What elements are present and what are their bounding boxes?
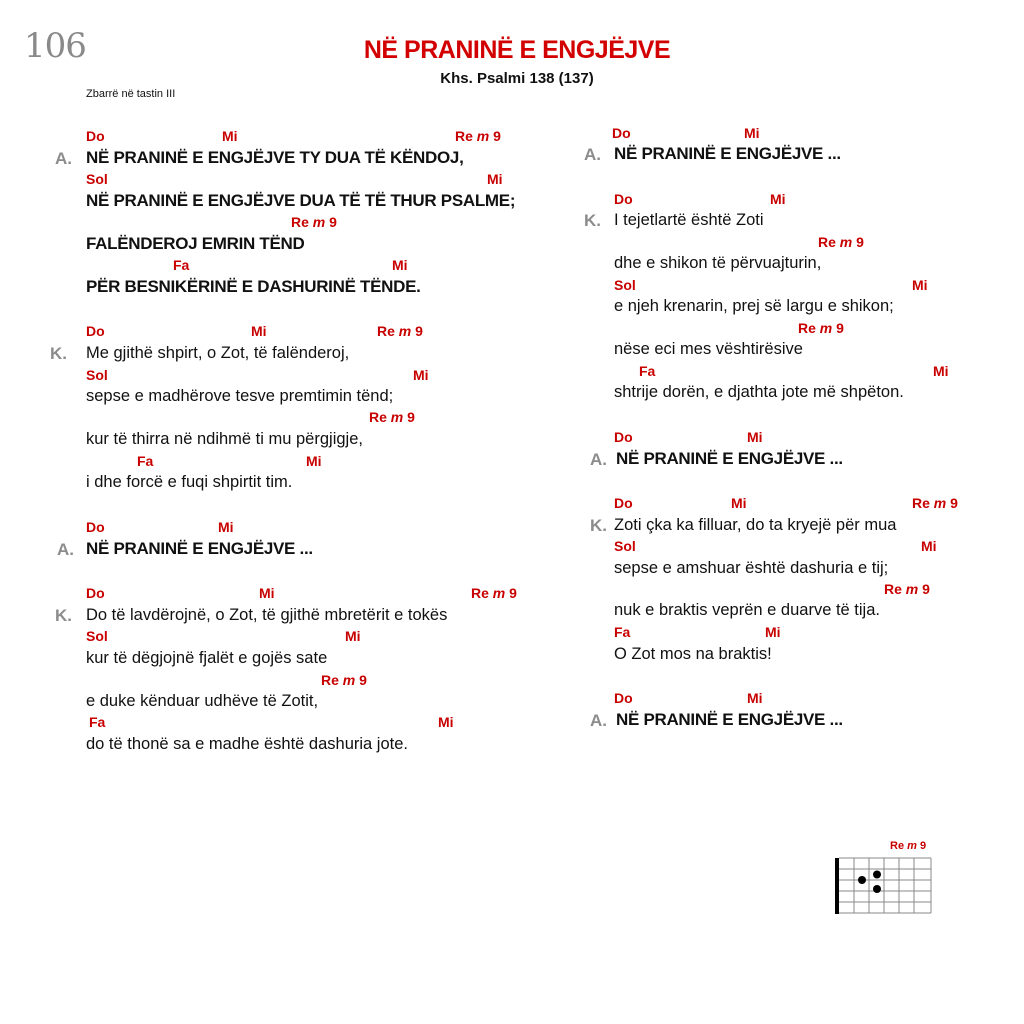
lyric-line: NË PRANINË E ENGJËJVE DUA TË TË THUR PSALME; — [86, 191, 516, 210]
chord-mi: Mi — [912, 277, 928, 293]
lyric-line: Do të lavdërojnë, o Zot, të gjithë mbretërit e tokës — [86, 606, 448, 624]
lyric-line: NË PRANINË E ENGJËJVE TY DUA TË KËNDOJ, — [86, 148, 464, 167]
chord-rem9: Re m 9 — [377, 323, 423, 339]
chord-rem9: Re m 9 — [884, 581, 930, 597]
label-k: K. — [55, 606, 72, 625]
page-number: 106 — [24, 26, 86, 66]
chord-mi: Mi — [731, 495, 747, 511]
chord-sol: Sol — [86, 367, 108, 383]
lyric-line: shtrije dorën, e djathta jote më shpëton. — [614, 383, 904, 401]
chord-diagram — [832, 838, 942, 918]
chord-mi: Mi — [251, 323, 267, 339]
label-a: A. — [57, 540, 74, 559]
lyric-line: NË PRANINË E ENGJËJVE ... — [86, 539, 313, 558]
chord-fa: Fa — [173, 257, 190, 273]
chord-rem9: Re m 9 — [321, 672, 367, 688]
lyric-line: Me gjithë shpirt, o Zot, të falënderoj, — [86, 344, 350, 362]
lyric-line: kur të thirra në ndihmë ti mu përgjigje, — [86, 430, 363, 448]
chord-mi: Mi — [765, 624, 781, 640]
chord-mi: Mi — [218, 519, 234, 535]
chord-mi: Mi — [747, 690, 763, 706]
frets — [839, 858, 931, 913]
chord-mi: Mi — [770, 191, 786, 207]
chord-sol: Sol — [86, 628, 108, 644]
chord-mi: Mi — [744, 125, 760, 141]
lyric-line: I tejetlartë është Zoti — [614, 211, 764, 229]
chord-do: Do — [612, 125, 631, 141]
chord-rem9: Re m 9 — [912, 495, 958, 511]
chord-mi: Mi — [921, 538, 937, 554]
lyric-line: do të thonë sa e madhe është dashuria jote. — [86, 735, 408, 753]
finger-dot — [858, 876, 866, 884]
chord-rem9: Re m 9 — [455, 128, 501, 144]
lyric-line: Zoti çka ka filluar, do ta kryejë për mua — [614, 516, 897, 534]
chord-do: Do — [86, 128, 105, 144]
lyric-line: sepse e amshuar është dashuria e tij; — [614, 559, 889, 577]
chord-mi: Mi — [487, 171, 503, 187]
chord-mi: Mi — [306, 453, 322, 469]
chord-mi: Mi — [413, 367, 429, 383]
finger-dot — [873, 871, 881, 879]
label-a: A. — [55, 149, 72, 168]
chord-mi: Mi — [345, 628, 361, 644]
chord-rem9: Re m 9 — [798, 320, 844, 336]
lyric-line: e njeh krenarin, prej së largu e shikon; — [614, 297, 894, 315]
label-a: A. — [590, 450, 607, 469]
chord-mi: Mi — [222, 128, 238, 144]
lyric-line: i dhe forcë e fuqi shpirtit tim. — [86, 473, 293, 491]
lyric-line: O Zot mos na braktis! — [614, 645, 772, 663]
lyric-line: nëse eci mes vështirësive — [614, 340, 803, 358]
lyric-line: NË PRANINË E ENGJËJVE ... — [616, 449, 843, 468]
chord-rem9: Re m 9 — [471, 585, 517, 601]
song-title: NË PRANINË E ENGJËJVE — [363, 36, 671, 64]
chord-sol: Sol — [86, 171, 108, 187]
chord-sol: Sol — [614, 538, 636, 554]
chord-do: Do — [614, 690, 633, 706]
lyric-line: dhe e shikon të përvuajturin, — [614, 254, 822, 272]
chord-do: Do — [86, 323, 105, 339]
chord-fa: Fa — [639, 363, 656, 379]
label-k: K. — [50, 344, 67, 363]
chord-sol: Sol — [614, 277, 636, 293]
lyric-line: PËR BESNIKËRINË E DASHURINË TËNDE. — [86, 277, 421, 296]
fretboard-grid — [832, 838, 942, 918]
label-k: K. — [590, 516, 607, 535]
chord-fa: Fa — [89, 714, 106, 730]
lyric-line: NË PRANINË E ENGJËJVE ... — [616, 710, 843, 729]
chord-fa: Fa — [614, 624, 631, 640]
lyric-line: FALËNDEROJ EMRIN TËND — [86, 234, 305, 253]
chord-rem9: Re m 9 — [818, 234, 864, 250]
lyric-line: sepse e madhërove tesve premtimin tënd; — [86, 387, 394, 405]
nut — [835, 858, 839, 914]
chord-diagram-label: Re m 9 — [890, 840, 927, 852]
chord-mi: Mi — [933, 363, 949, 379]
chord-do: Do — [614, 429, 633, 445]
lyric-line: kur të dëgjojnë fjalët e gojës sate — [86, 649, 328, 667]
chord-fa: Fa — [137, 453, 154, 469]
chord-mi: Mi — [747, 429, 763, 445]
chord-do: Do — [614, 191, 633, 207]
lyric-line: NË PRANINË E ENGJËJVE ... — [614, 144, 841, 163]
lyric-line: e duke kënduar udhëve të Zotit, — [86, 692, 319, 710]
finger-dot — [873, 885, 881, 893]
chord-do: Do — [614, 495, 633, 511]
label-k: K. — [584, 211, 601, 230]
chord-do: Do — [86, 519, 105, 535]
chord-mi: Mi — [259, 585, 275, 601]
label-a: A. — [590, 711, 607, 730]
chord-mi: Mi — [438, 714, 454, 730]
chord-rem9: Re m 9 — [291, 214, 337, 230]
song-subtitle: Khs. Psalmi 138 (137) — [440, 70, 594, 87]
chord-mi: Mi — [392, 257, 408, 273]
lyric-line: nuk e braktis veprën e duarve të tija. — [614, 601, 880, 619]
chord-do: Do — [86, 585, 105, 601]
label-a: A. — [584, 145, 601, 164]
chord-rem9: Re m 9 — [369, 409, 415, 425]
capo-note: Zbarrë në tastin III — [86, 88, 176, 100]
